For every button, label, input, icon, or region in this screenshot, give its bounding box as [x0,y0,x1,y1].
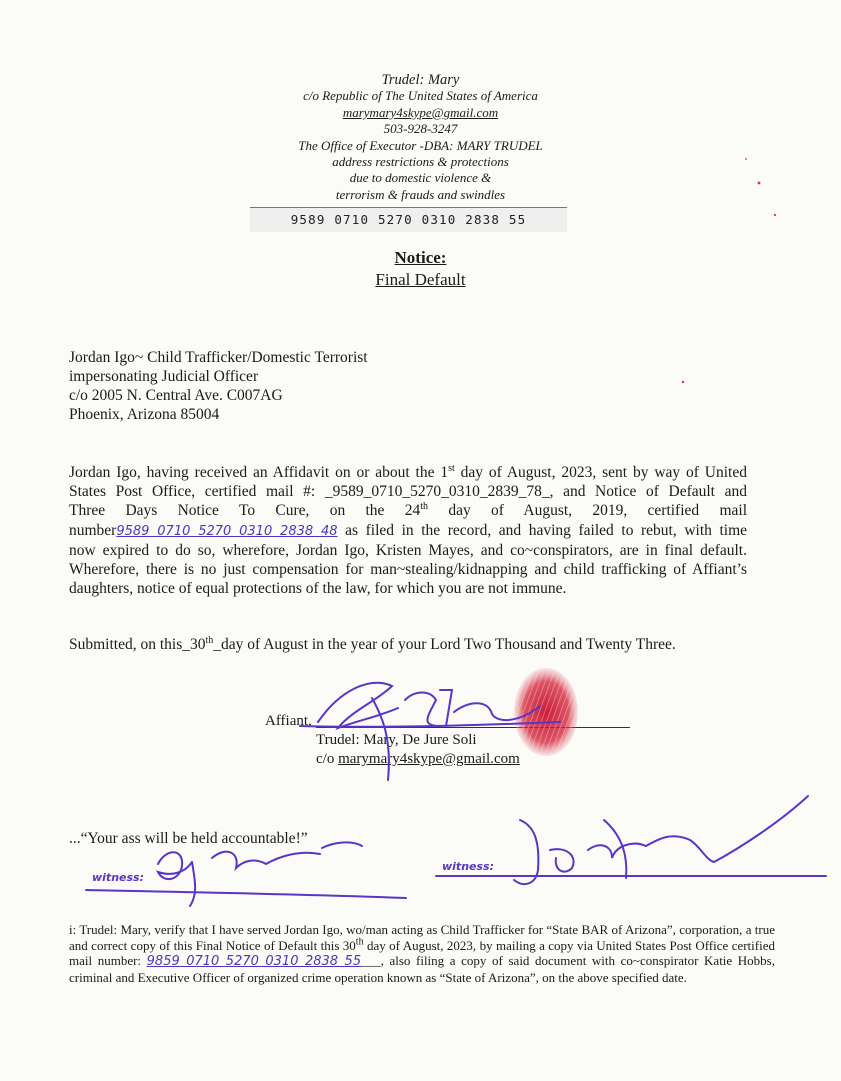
body-text: Three Days Notice To Cure, on the 24 [69,502,421,520]
affiant-email[interactable]: marymary4skype@gmail.com [338,751,520,767]
body-text: day of August, 2023, sent by way of United [454,464,747,481]
footer-text: day of August, 2023, by mailing a copy via United States Post Office certified mail number: [69,937,775,969]
body-text: as filed in the record, and having failed to rebut, with time [337,521,748,539]
handwritten-mail-number: 9589 0710 5270 0310 2838 48 [116,523,338,539]
ordinal-suffix: th [420,501,429,513]
sender-restrictions-2: due to domestic violence & [349,170,492,186]
witness-2-signature [436,796,826,884]
stray-red-marks [682,158,776,383]
recipient-line: impersonating Judicial Officer [69,368,259,385]
notice-subtitle: Final Default [375,270,466,289]
body-line: Wherefore, there is no just compensation for man~stealing/kidnapping and child trafficking of Affiant’s [69,561,747,579]
recipient-line: Phoenix, Arizona 85004 [69,406,220,423]
body-text: number [69,521,117,539]
footer-text: i: Trudel: Mary, verify that I have served Jordan Igo, wo/man acting as Child Trafficker for “State BAR of Arizona”, corporation, a true and correct copy of this Final Notice of Default this 30 [69,922,775,953]
witness-2-label: witness: [442,860,494,873]
tracking-number-label: 9589 0710 5270 0310 2838 55 [250,207,567,232]
ordinal-suffix: st [448,462,455,474]
body-text: day of August, 2019, certified mail [428,502,748,520]
body-line: now expired to do so, wherefore, Jordan Igo, Kristen Mayes, and co~conspirators, are in final default. [69,541,747,559]
recipient-line: c/o 2005 N. Central Ave. C007AG [69,387,283,404]
body-line: daughters, notice of equal protections of the law, for which you are not immune. [69,580,567,598]
sender-care-of: c/o Republic of The United States of America [303,88,538,104]
verification-paragraph [69,922,775,985]
affiant-name: Trudel: Mary, De Jure Soli [316,732,477,748]
body-text: Jordan Igo, having received an Affidavit on or about the 1 [69,464,449,481]
body-text: _day of August in the year of your Lord Two Thousand and Twenty Three. [213,636,676,653]
recipient-line: Jordan Igo~ Child Trafficker/Domestic Terrorist [69,349,368,366]
handwritten-mail-number: 9859 0710 5270 0310 2838 55 [146,954,362,970]
sender-phone: 503-928-3247 [383,121,458,137]
sender-email[interactable]: marymary4skype@gmail.com [342,104,499,120]
sender-name: Trudel: Mary [381,72,460,88]
witness-1-label: witness: [92,871,144,884]
quote-text: ...“Your ass will be held accountable!” [69,830,308,847]
body-line: States Post Office, certified mail #: _9589_0710_5270_0310_2839_78_, and Notice of Default and [69,483,747,501]
footer-text: ___, also filing a copy of said document with co~conspirator Katie Hobbs, criminal and Executive Officer of organized crime operation known as “State of Arizona”, on the above specified date. [69,953,775,985]
notice-title: Notice: [394,248,447,267]
sender-office: The Office of Executor -DBA: MARY TRUDEL [298,137,543,153]
ordinal-suffix: th [205,634,214,646]
ordinal-suffix: th [355,936,364,948]
sender-restrictions-1: address restrictions & protections [332,154,509,170]
affiant-label: Affiant, [265,713,312,729]
body-text: Submitted, on this_30 [69,636,206,653]
care-of-label: c/o [316,751,339,767]
sender-restrictions-3: terrorism & frauds and swindles [335,186,506,202]
thumbprint [514,668,578,756]
